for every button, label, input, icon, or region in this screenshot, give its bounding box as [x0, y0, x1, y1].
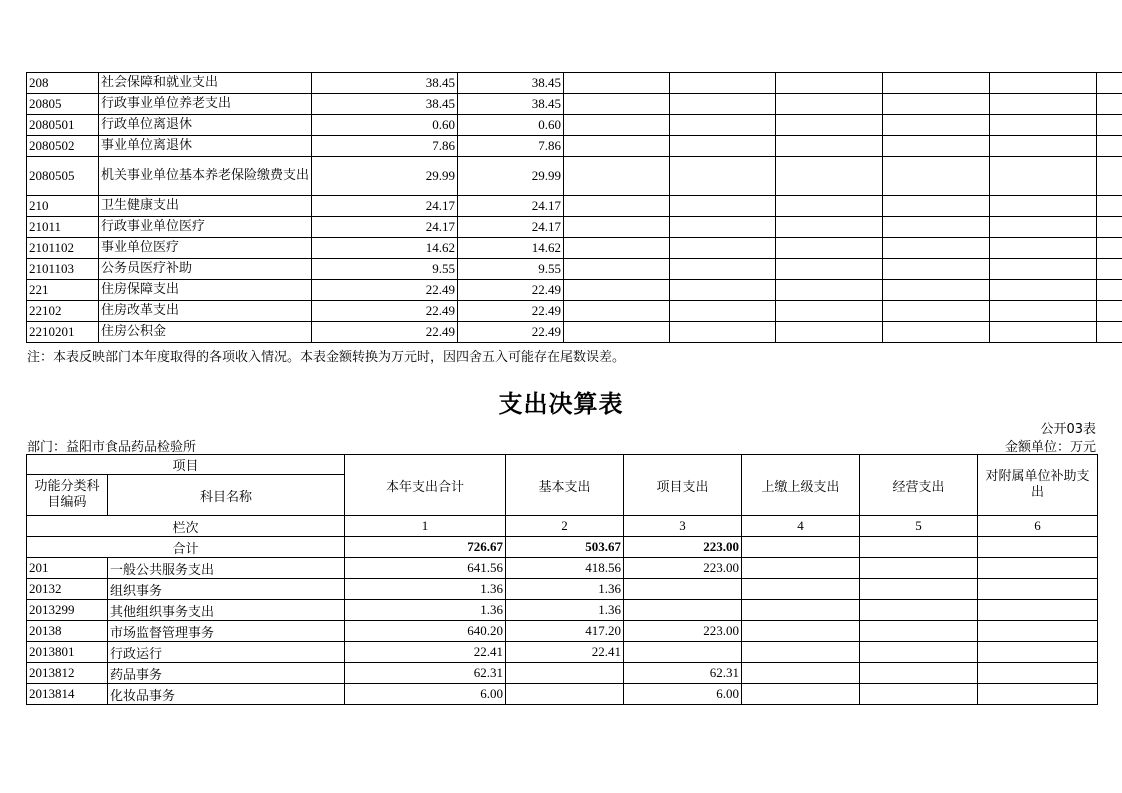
amount-total: 7.86 [312, 136, 458, 157]
empty-cell [1097, 94, 1122, 115]
amount-col2: 38.45 [458, 73, 564, 94]
table-row [27, 136, 1122, 157]
subject-name: 一般公共服务支出 [108, 558, 345, 579]
amount-total: 24.17 [312, 217, 458, 238]
empty-cell [564, 136, 670, 157]
table-row [27, 259, 1122, 280]
empty-cell [883, 259, 990, 280]
subject-code: 2101102 [27, 238, 99, 259]
header-upper: 上缴上级支出 [742, 455, 860, 516]
subject-code: 2080502 [27, 136, 99, 157]
table-row [27, 684, 1098, 705]
empty-cell [670, 301, 776, 322]
amount-total: 24.17 [312, 196, 458, 217]
sum-total: 726.67 [345, 537, 506, 558]
empty-cell [670, 94, 776, 115]
header-code: 功能分类科目编码 [27, 475, 108, 516]
empty-cell [670, 73, 776, 94]
amount-total: 22.49 [312, 322, 458, 343]
table-row [27, 600, 1098, 621]
empty-cell [564, 217, 670, 238]
subject-code: 2080501 [27, 115, 99, 136]
amount-project [624, 642, 742, 663]
header-item: 项目 [27, 455, 345, 475]
table-row [27, 621, 1098, 642]
empty-cell [860, 600, 978, 621]
amount-unit-label: 金额单位：万元 [1004, 440, 1096, 455]
table-row [27, 280, 1122, 301]
empty-cell [670, 157, 776, 196]
subject-name: 化妆品事务 [108, 684, 345, 705]
amount-total: 22.49 [312, 280, 458, 301]
empty-cell [883, 280, 990, 301]
empty-cell [883, 238, 990, 259]
empty-cell [1097, 217, 1122, 238]
empty-cell [564, 301, 670, 322]
empty-cell [1097, 73, 1122, 94]
amount-total: 38.45 [312, 94, 458, 115]
empty-cell [742, 642, 860, 663]
empty-cell [564, 94, 670, 115]
empty-cell [1097, 280, 1122, 301]
subject-code: 21011 [27, 217, 99, 238]
amount-total: 9.55 [312, 259, 458, 280]
sum-basic: 503.67 [506, 537, 624, 558]
subject-name: 药品事务 [108, 663, 345, 684]
table-row [27, 73, 1122, 94]
empty-cell [990, 280, 1097, 301]
subject-name: 住房改革支出 [99, 301, 312, 322]
subject-name: 机关事业单位基本养老保险缴费支出 [99, 157, 312, 196]
empty-cell [860, 663, 978, 684]
empty-cell [990, 301, 1097, 322]
subject-code: 2013801 [27, 642, 108, 663]
empty-cell [883, 73, 990, 94]
amount-total: 38.45 [312, 73, 458, 94]
amount-col2: 24.17 [458, 196, 564, 217]
header-total: 本年支出合计 [345, 455, 506, 516]
empty-cell [1097, 196, 1122, 217]
empty-cell [990, 157, 1097, 196]
header-subsidy: 对附属单位补助支出 [978, 455, 1098, 516]
empty-cell [564, 196, 670, 217]
sum-upper [742, 537, 860, 558]
amount-col2: 38.45 [458, 94, 564, 115]
empty-cell [860, 579, 978, 600]
amount-project: 62.31 [624, 663, 742, 684]
subject-code: 201 [27, 558, 108, 579]
amount-basic: 417.20 [506, 621, 624, 642]
header-name: 科目名称 [108, 475, 345, 516]
subject-code: 2101103 [27, 259, 99, 280]
empty-cell [670, 238, 776, 259]
empty-cell [742, 558, 860, 579]
income-table [26, 72, 1122, 343]
sum-business [860, 537, 978, 558]
subject-name: 其他组织事务支出 [108, 600, 345, 621]
empty-cell [883, 322, 990, 343]
empty-cell [978, 579, 1098, 600]
empty-cell [742, 600, 860, 621]
subject-code: 2013299 [27, 600, 108, 621]
table-row [27, 322, 1122, 343]
empty-cell [776, 73, 883, 94]
table-row [27, 94, 1122, 115]
empty-cell [1097, 157, 1122, 196]
empty-cell [776, 322, 883, 343]
column-index-label: 栏次 [27, 516, 345, 537]
amount-project: 223.00 [624, 558, 742, 579]
subject-name: 事业单位离退休 [99, 136, 312, 157]
table-row [27, 301, 1122, 322]
empty-cell [776, 94, 883, 115]
table-row [27, 217, 1122, 238]
empty-cell [860, 558, 978, 579]
empty-cell [978, 663, 1098, 684]
column-index-3: 3 [624, 516, 742, 537]
subject-code: 210 [27, 196, 99, 217]
expenditure-table [26, 454, 1098, 705]
empty-cell [883, 196, 990, 217]
empty-cell [990, 259, 1097, 280]
subject-name: 组织事务 [108, 579, 345, 600]
subject-name: 行政运行 [108, 642, 345, 663]
empty-cell [860, 642, 978, 663]
empty-cell [990, 136, 1097, 157]
table-row [27, 663, 1098, 684]
subject-name: 事业单位医疗 [99, 238, 312, 259]
empty-cell [776, 301, 883, 322]
amount-basic [506, 684, 624, 705]
empty-cell [742, 684, 860, 705]
table-row [27, 157, 1122, 196]
empty-cell [990, 238, 1097, 259]
subject-code: 2013812 [27, 663, 108, 684]
amount-total: 29.99 [312, 157, 458, 196]
empty-cell [860, 684, 978, 705]
subject-name: 公务员医疗补助 [99, 259, 312, 280]
empty-cell [990, 322, 1097, 343]
subject-code: 2080505 [27, 157, 99, 196]
amount-total: 640.20 [345, 621, 506, 642]
subject-code: 221 [27, 280, 99, 301]
subject-code: 22102 [27, 301, 99, 322]
empty-cell [776, 280, 883, 301]
subject-code: 20805 [27, 94, 99, 115]
empty-cell [670, 196, 776, 217]
income-table-note: 注：本表反映部门本年度取得的各项收入情况。本表金额转换为万元时，因四舍五入可能存在尾数误差。 [27, 350, 626, 365]
empty-cell [990, 94, 1097, 115]
amount-project [624, 579, 742, 600]
empty-cell [670, 136, 776, 157]
empty-cell [978, 642, 1098, 663]
amount-col2: 14.62 [458, 238, 564, 259]
empty-cell [1097, 136, 1122, 157]
amount-col2: 22.49 [458, 280, 564, 301]
sum-row-label: 合计 [27, 537, 345, 558]
amount-project [624, 600, 742, 621]
empty-cell [564, 280, 670, 301]
header-basic: 基本支出 [506, 455, 624, 516]
amount-total: 641.56 [345, 558, 506, 579]
empty-cell [776, 196, 883, 217]
amount-total: 6.00 [345, 684, 506, 705]
empty-cell [883, 94, 990, 115]
empty-cell [564, 115, 670, 136]
empty-cell [990, 115, 1097, 136]
empty-cell [1097, 238, 1122, 259]
subject-name: 住房保障支出 [99, 280, 312, 301]
table-row [27, 579, 1098, 600]
empty-cell [776, 217, 883, 238]
empty-cell [883, 301, 990, 322]
empty-cell [978, 621, 1098, 642]
table-row [27, 558, 1098, 579]
amount-total: 22.41 [345, 642, 506, 663]
amount-total: 0.60 [312, 115, 458, 136]
empty-cell [990, 196, 1097, 217]
column-index-6: 6 [978, 516, 1098, 537]
empty-cell [776, 136, 883, 157]
amount-total: 1.36 [345, 600, 506, 621]
amount-col2: 29.99 [458, 157, 564, 196]
column-index-5: 5 [860, 516, 978, 537]
empty-cell [564, 259, 670, 280]
empty-cell [670, 217, 776, 238]
empty-cell [883, 115, 990, 136]
table-row [27, 642, 1098, 663]
subject-name: 行政事业单位养老支出 [99, 94, 312, 115]
subject-name: 社会保障和就业支出 [99, 73, 312, 94]
empty-cell [564, 157, 670, 196]
empty-cell [564, 238, 670, 259]
empty-cell [978, 600, 1098, 621]
empty-cell [776, 115, 883, 136]
empty-cell [990, 73, 1097, 94]
table-row [27, 238, 1122, 259]
subject-code: 2013814 [27, 684, 108, 705]
empty-cell [670, 259, 776, 280]
amount-project: 223.00 [624, 621, 742, 642]
header-business: 经营支出 [860, 455, 978, 516]
amount-col2: 22.49 [458, 322, 564, 343]
amount-total: 62.31 [345, 663, 506, 684]
amount-col2: 24.17 [458, 217, 564, 238]
amount-basic: 22.41 [506, 642, 624, 663]
empty-cell [776, 157, 883, 196]
empty-cell [742, 579, 860, 600]
department-label: 部门：益阳市食品药品检验所 [27, 440, 197, 455]
amount-basic: 1.36 [506, 579, 624, 600]
empty-cell [742, 663, 860, 684]
amount-total: 1.36 [345, 579, 506, 600]
column-index-1: 1 [345, 516, 506, 537]
form-number: 公开03表 [1040, 422, 1096, 437]
amount-project: 6.00 [624, 684, 742, 705]
subject-code: 2210201 [27, 322, 99, 343]
empty-cell [860, 621, 978, 642]
subject-name: 行政事业单位医疗 [99, 217, 312, 238]
empty-cell [883, 136, 990, 157]
empty-cell [564, 322, 670, 343]
amount-col2: 9.55 [458, 259, 564, 280]
empty-cell [883, 157, 990, 196]
empty-cell [776, 238, 883, 259]
column-index-4: 4 [742, 516, 860, 537]
table-row [27, 196, 1122, 217]
empty-cell [883, 217, 990, 238]
sum-project: 223.00 [624, 537, 742, 558]
empty-cell [978, 558, 1098, 579]
amount-col2: 22.49 [458, 301, 564, 322]
subject-name: 卫生健康支出 [99, 196, 312, 217]
amount-col2: 0.60 [458, 115, 564, 136]
sum-subsidy [978, 537, 1098, 558]
amount-basic: 1.36 [506, 600, 624, 621]
empty-cell [978, 684, 1098, 705]
subject-name: 市场监督管理事务 [108, 621, 345, 642]
subject-name: 住房公积金 [99, 322, 312, 343]
subject-code: 20132 [27, 579, 108, 600]
amount-col2: 7.86 [458, 136, 564, 157]
empty-cell [1097, 115, 1122, 136]
subject-code: 20138 [27, 621, 108, 642]
table-row [27, 115, 1122, 136]
empty-cell [670, 322, 776, 343]
empty-cell [1097, 301, 1122, 322]
empty-cell [1097, 259, 1122, 280]
amount-total: 22.49 [312, 301, 458, 322]
empty-cell [990, 217, 1097, 238]
subject-code: 208 [27, 73, 99, 94]
page-title: 支出决算表 [498, 390, 624, 418]
amount-total: 14.62 [312, 238, 458, 259]
empty-cell [564, 73, 670, 94]
empty-cell [742, 621, 860, 642]
column-index-2: 2 [506, 516, 624, 537]
empty-cell [1097, 322, 1122, 343]
amount-basic [506, 663, 624, 684]
amount-basic: 418.56 [506, 558, 624, 579]
subject-name: 行政单位离退休 [99, 115, 312, 136]
empty-cell [776, 259, 883, 280]
empty-cell [670, 115, 776, 136]
header-project: 项目支出 [624, 455, 742, 516]
empty-cell [670, 280, 776, 301]
